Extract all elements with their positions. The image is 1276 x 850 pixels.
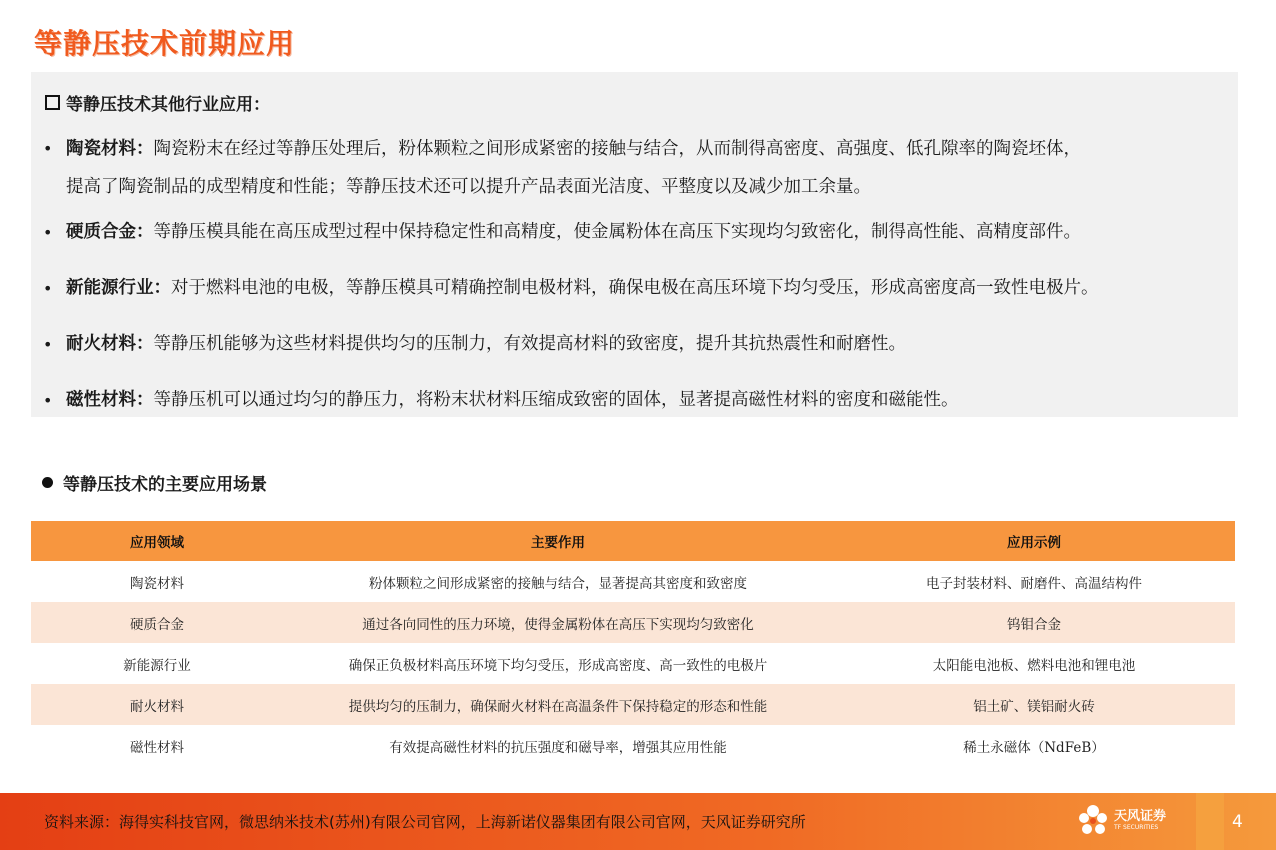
list-item (31, 382, 1241, 419)
table-row (31, 602, 1235, 643)
table-cell: 硬质合金 (31, 602, 283, 643)
bullet-term: 硬质合金： (66, 222, 154, 242)
table-heading-text: 等静压技术的主要应用场景 (63, 475, 267, 495)
table-cell: 粉体颗粒之间形成紧密的接触与结合，显著提高其密度和致密度 (369, 575, 747, 592)
column-header: 应用领域 (31, 521, 283, 561)
table-row (31, 561, 1235, 602)
table-cell: 铝土矿、镁铝耐火砖 (833, 684, 1235, 725)
table-cell: 陶瓷材料 (130, 575, 184, 592)
column-header: 主要作用 (283, 521, 833, 561)
table-row (31, 725, 1235, 766)
bullet-dot-icon: • (43, 223, 53, 242)
page-title: 等静压技术前期应用 (34, 27, 296, 60)
bullet-text: 等静压机可以通过均匀的静压力，将粉末状材料压缩成致密的固体，显著提高磁性材料的密度和磁能性。 (153, 390, 959, 410)
bullet-text: 陶瓷粉末在经过等静压处理后，粉体颗粒之间形成紧密的接触与结合，从而制得高密度、高强度、低孔隙率的陶瓷坯体， (153, 139, 1081, 159)
table-row (31, 643, 1235, 684)
bullet-term: 陶瓷材料： (66, 139, 154, 159)
column-header: 应用示例 (833, 521, 1235, 561)
logo-name-en: TF SECURITIES (1114, 823, 1159, 831)
table-cell: 确保正负极材料高压环境下均匀受压，形成高密度、高一致性的电极片 (348, 657, 768, 674)
bullet-dot-icon: • (43, 139, 53, 158)
table-cell: 耐火材料 (31, 684, 283, 725)
list-item (31, 214, 1241, 251)
source-note: 资料来源：海得实科技官网，微思纳米技术(苏州)有限公司官网，上海新诺仪器集团有限公司官网，天风证券研究所 (44, 813, 806, 831)
table-cell: 磁性材料 (130, 739, 184, 756)
bullet-text: 对于燃料电池的电极，等静压模具可精确控制电极材料，确保电极在高压环境下均匀受压，形成高密度高一致性电极片。 (171, 278, 1099, 298)
panel-heading (45, 90, 270, 115)
page-number: 4 (1232, 812, 1243, 832)
bullet-dot-icon: • (43, 335, 53, 354)
applications-panel (31, 72, 1238, 417)
bullet-text-continued: 提高了陶瓷制品的成型精度和性能；等静压技术还可以提升产品表面光洁度、平整度以及减少加工余量。 (66, 177, 871, 197)
logo-name: 天风证券 (1114, 808, 1167, 824)
bullet-dot-icon: • (43, 391, 53, 410)
table-cell: 太阳能电池板、燃料电池和锂电池 (932, 657, 1136, 674)
flower-logo-icon (1076, 803, 1110, 837)
footer-bar (0, 793, 1276, 850)
table-cell: 电子封装材料、耐磨件、高温结构件 (926, 575, 1142, 592)
bullet-text: 等静压机能够为这些材料提供均匀的压制力，有效提高材料的致密度，提升其抗热震性和耐磨性。 (153, 334, 906, 354)
panel-heading-text: 等静压技术其他行业应用： (66, 95, 270, 115)
table-cell: 稀土永磁体（NdFeB） (963, 739, 1105, 756)
table-cell: 通过各向同性的压力环境，使得金属粉体在高压下实现均匀致密化 (283, 602, 833, 643)
bullet-term: 磁性材料： (66, 390, 154, 410)
bullet-dot-icon: • (43, 279, 53, 298)
list-item (31, 326, 1241, 363)
bullet-term: 耐火材料： (66, 334, 154, 354)
table-row (31, 684, 1235, 725)
table-cell: 有效提高磁性材料的抗压强度和磁导率，增强其应用性能 (389, 739, 727, 756)
table-heading (42, 470, 267, 495)
applications-table (31, 521, 1235, 766)
table-cell: 提供均匀的压制力，确保耐火材料在高温条件下保持稳定的形态和性能 (283, 684, 833, 725)
footer-accent-block (1196, 793, 1224, 850)
list-item (31, 130, 1241, 206)
circle-bullet-icon (42, 477, 53, 488)
tf-securities-logo (1076, 803, 1166, 837)
table-header-row (31, 521, 1235, 561)
bullet-term: 新能源行业： (66, 278, 171, 298)
bullet-text: 等静压模具能在高压成型过程中保持稳定性和高精度，使金属粉体在高压下实现均匀致密化，制得高性能、高精度部件。 (153, 222, 1081, 242)
table-cell: 钨钼合金 (833, 602, 1235, 643)
square-bullet-icon (45, 95, 60, 110)
bullet-list (31, 130, 1241, 438)
list-item (31, 270, 1241, 307)
table-cell: 新能源行业 (123, 657, 191, 674)
